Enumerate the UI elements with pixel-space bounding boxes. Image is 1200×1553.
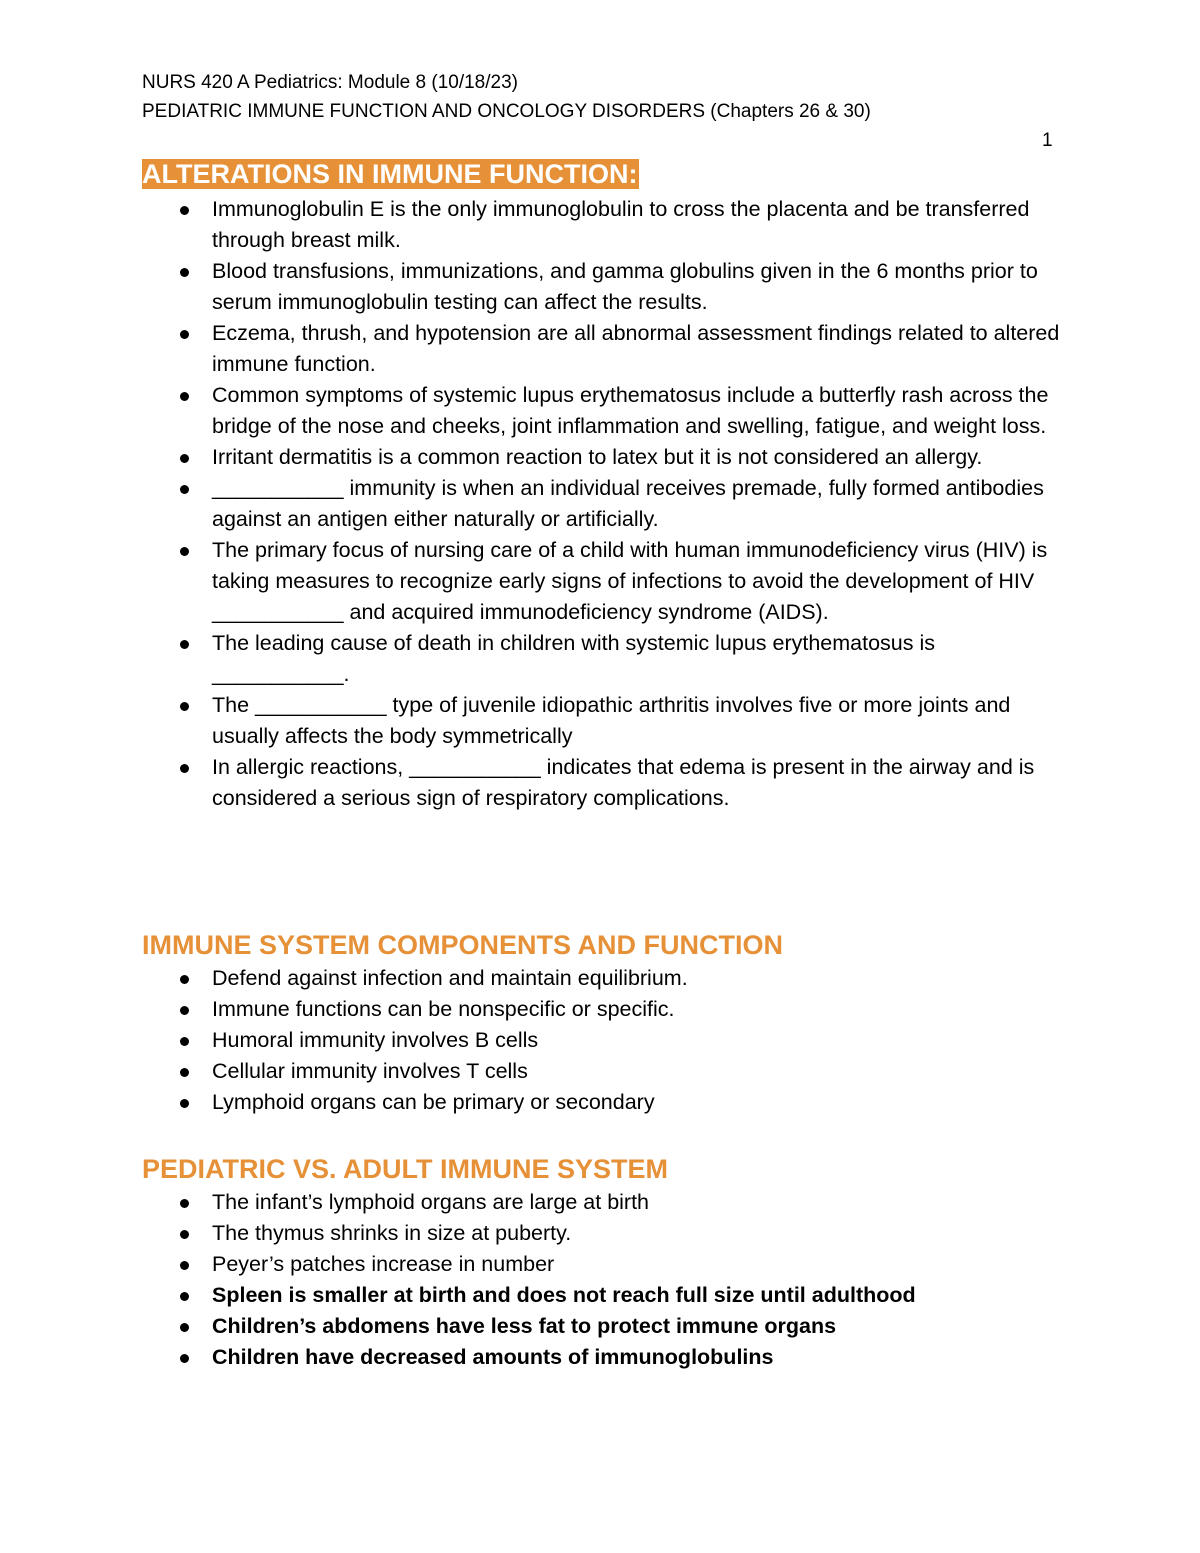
list-item: Lymphoid organs can be primary or secondary bbox=[142, 1087, 1072, 1118]
highlighted-heading: ALTERATIONS IN IMMUNE FUNCTION: bbox=[142, 159, 638, 189]
section-title: IMMUNE SYSTEM COMPONENTS AND FUNCTION bbox=[142, 930, 783, 960]
page-number: 1 bbox=[1042, 130, 1053, 151]
module-title-header: PEDIATRIC IMMUNE FUNCTION AND ONCOLOGY DISORDERS (Chapters 26 & 30) bbox=[142, 101, 871, 122]
section-immune-system-components bbox=[142, 929, 1072, 1118]
course-header: NURS 420 A Pediatrics: Module 8 (10/18/23) bbox=[142, 72, 518, 93]
list-item: Immune functions can be nonspecific or specific. bbox=[142, 994, 1072, 1025]
list-item: Humoral immunity involves B cells bbox=[142, 1025, 1072, 1056]
list-item: The leading cause of death in children with systemic lupus erythematosus is ___________. bbox=[142, 628, 1072, 690]
list-item-bold: Spleen is smaller at birth and does not reach full size until adulthood bbox=[142, 1280, 1072, 1311]
list-item: In allergic reactions, ___________ indicates that edema is present in the airway and is considered a serious sign of respiratory complications. bbox=[142, 752, 1072, 814]
list-item: Common symptoms of systemic lupus erythematosus include a butterfly rash across the bridge of the nose and cheeks, joint inflammation and swelling, fatigue, and weight loss. bbox=[142, 380, 1072, 442]
section-title: PEDIATRIC VS. ADULT IMMUNE SYSTEM bbox=[142, 1154, 669, 1184]
list-item: Defend against infection and maintain equilibrium. bbox=[142, 963, 1072, 994]
list-item: The primary focus of nursing care of a child with human immunodeficiency virus (HIV) is taking measures to recognize early signs of infections to avoid the development of HIV ___________ and acquired immunodeficiency syndrome (AIDS). bbox=[142, 535, 1072, 628]
bullet-list bbox=[142, 1187, 1072, 1373]
list-item: Blood transfusions, immunizations, and gamma globulins given in the 6 months prior to serum immunoglobulin testing can affect the results. bbox=[142, 256, 1072, 318]
list-item: ___________ immunity is when an individual receives premade, fully formed antibodies against an antigen either naturally or artificially. bbox=[142, 473, 1072, 535]
bullet-list bbox=[142, 194, 1072, 814]
section-title bbox=[142, 158, 1072, 190]
list-item: Immunoglobulin E is the only immunoglobulin to cross the placenta and be transferred through breast milk. bbox=[142, 194, 1072, 256]
list-item: The thymus shrinks in size at puberty. bbox=[142, 1218, 1072, 1249]
list-item-bold: Children’s abdomens have less fat to protect immune organs bbox=[142, 1311, 1072, 1342]
list-item: Irritant dermatitis is a common reaction to latex but it is not considered an allergy. bbox=[142, 442, 1072, 473]
list-item: Eczema, thrush, and hypotension are all abnormal assessment findings related to altered immune function. bbox=[142, 318, 1072, 380]
list-item: Cellular immunity involves T cells bbox=[142, 1056, 1072, 1087]
section-pediatric-vs-adult bbox=[142, 1153, 1072, 1373]
bullet-list bbox=[142, 963, 1072, 1118]
list-item-bold: Children have decreased amounts of immunoglobulins bbox=[142, 1342, 1072, 1373]
list-item: The infant’s lymphoid organs are large at birth bbox=[142, 1187, 1072, 1218]
section-alterations-immune-function bbox=[142, 158, 1072, 814]
list-item: Peyer’s patches increase in number bbox=[142, 1249, 1072, 1280]
list-item: The ___________ type of juvenile idiopathic arthritis involves five or more joints and usually affects the body symmetrically bbox=[142, 690, 1072, 752]
